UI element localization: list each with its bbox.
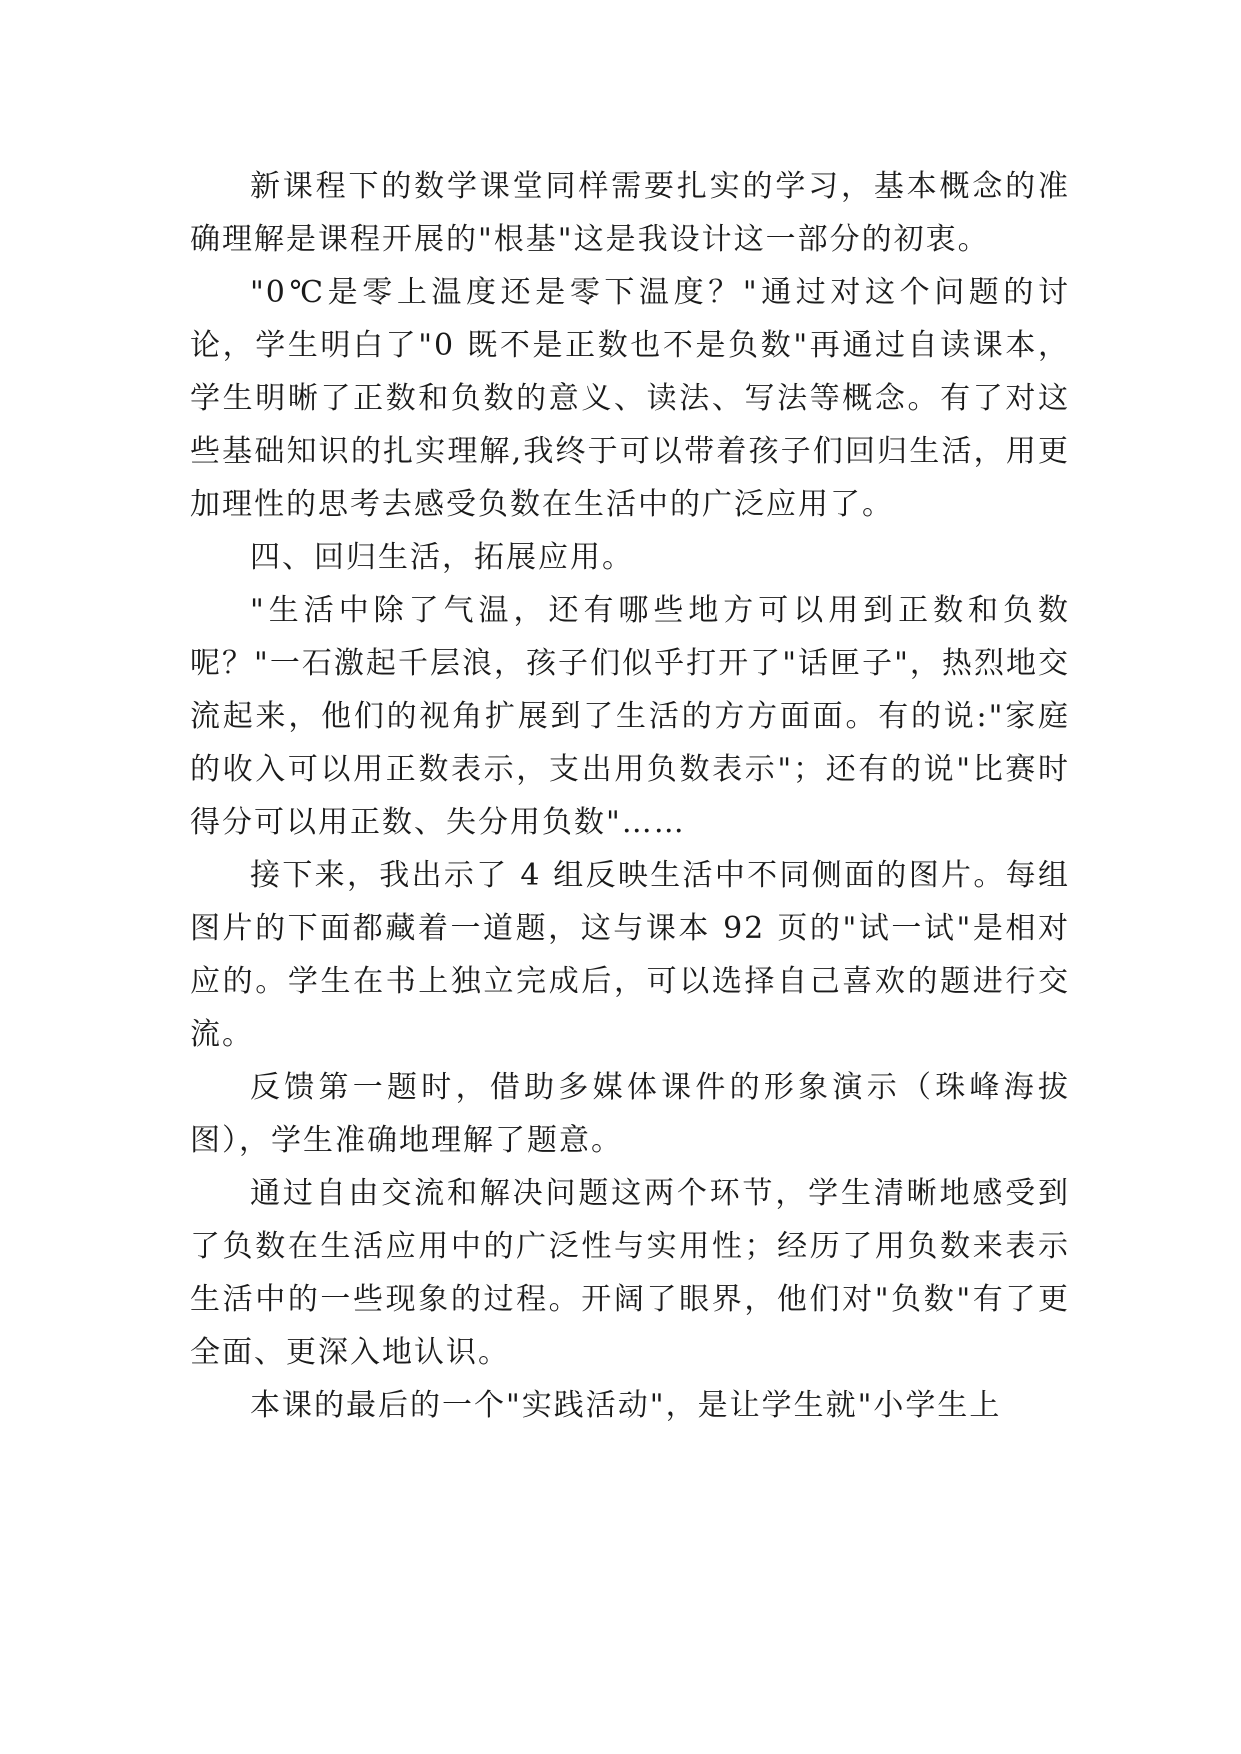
paragraph: "生活中除了气温，还有哪些地方可以用到正数和负数呢？"一石激起千层浪，孩子们似乎打开了"话匣子"，热烈地交流起来，他们的视角扩展到了生活的方方面面。有的说:"家庭的收入可以用正数表示，支出用负数表示"；还有的说"比赛时得分可以用正数、失分用负数"…… — [190, 593, 1070, 840]
paragraph: 接下来，我出示了 4 组反映生活中不同侧面的图片。每组图片的下面都藏着一道题，这与课本 92 页的"试一试"是相对应的。学生在书上独立完成后，可以选择自己喜欢的题进行交流。 — [190, 858, 1070, 1052]
paragraph: "0℃是零上温度还是零下温度？"通过对这个问题的讨论，学生明白了"0 既不是正数也不是负数"再通过自读课本，学生明晰了正数和负数的意义、读法、写法等概念。有了对这些基础知识的扎实理解,我终于可以带着孩子们回归生活，用更加理性的思考去感受负数在生活中的广泛应用了。 — [190, 275, 1070, 522]
paragraph: 本课的最后的一个"实践活动"，是让学生就"小学生上 — [250, 1388, 1002, 1423]
paragraph: 反馈第一题时，借助多媒体课件的形象演示（珠峰海拔图），学生准确地理解了题意。 — [190, 1070, 1070, 1158]
paragraph: 新课程下的数学课堂同样需要扎实的学习，基本概念的准确理解是课程开展的"根基"这是我设计这一部分的初衷。 — [190, 169, 1070, 257]
paragraph: 通过自由交流和解决问题这两个环节，学生清晰地感受到了负数在生活应用中的广泛性与实用性；经历了用负数来表示生活中的一些现象的过程。开阔了眼界，他们对"负数"有了更全面、更深入地认识。 — [190, 1176, 1070, 1370]
body-text — [190, 160, 1070, 1432]
section-heading: 四、回归生活，拓展应用。 — [250, 540, 634, 575]
